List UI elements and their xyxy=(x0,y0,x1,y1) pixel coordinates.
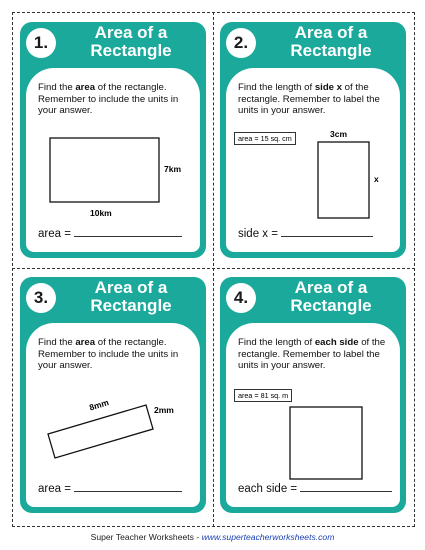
card-number: 4. xyxy=(226,283,256,313)
page-footer: Super Teacher Worksheets - www.superteacherworksheets.com xyxy=(90,532,335,542)
card-prompt: Find the area of the rectangle. Remember to include the units in your answer. xyxy=(38,82,179,116)
rectangle-figure xyxy=(26,68,200,252)
card-number: 2. xyxy=(226,28,256,58)
horizontal-cut-line xyxy=(12,268,415,269)
card-number: 3. xyxy=(26,283,56,313)
card-prompt: Find the length of each side of the rectangle. Remember to label the units in your answer. xyxy=(238,337,386,371)
card-body xyxy=(226,68,400,252)
answer-field[interactable]: each side = xyxy=(238,483,392,495)
answer-field[interactable]: area = xyxy=(38,228,192,240)
card-prompt: Find the area of the rectangle. Remember to include the units in your answer. xyxy=(38,337,179,371)
given-area-box: area = 81 sq. m xyxy=(234,389,292,402)
answer-field[interactable]: side x = xyxy=(238,228,392,240)
vertical-cut-line xyxy=(213,12,214,527)
dimension-label-long: 8mm xyxy=(88,397,110,413)
card-prompt: Find the length of side x of the rectangle. Remember to label the units in your answer. xyxy=(238,82,380,116)
card-title: Area of a Rectangle xyxy=(290,23,372,60)
card-title: Area of a Rectangle xyxy=(290,278,372,315)
card-title: Area of a Rectangle xyxy=(90,23,172,60)
dimension-label-top: 3cm xyxy=(330,129,348,139)
card-body xyxy=(26,323,200,507)
dimension-label-right: x xyxy=(374,174,379,184)
dimension-label-right: 7km xyxy=(164,164,182,174)
task-card-2 xyxy=(220,22,406,258)
dimension-label-short: 2mm xyxy=(154,405,174,415)
rectangle-figure xyxy=(26,323,200,507)
card-title: Area of a Rectangle xyxy=(90,278,172,315)
card-body xyxy=(226,323,400,507)
task-card-4 xyxy=(220,277,406,513)
task-card-1 xyxy=(20,22,206,258)
footer-link[interactable]: www.superteacherworksheets.com xyxy=(201,532,335,542)
given-area-box: area = 15 sq. cm xyxy=(234,132,296,145)
answer-field[interactable]: area = xyxy=(38,483,192,495)
rectangle-figure xyxy=(226,68,400,252)
square-figure xyxy=(226,323,400,507)
card-body xyxy=(26,68,200,252)
task-card-3 xyxy=(20,277,206,513)
card-number: 1. xyxy=(26,28,56,58)
dimension-label-bottom: 10km xyxy=(90,208,112,218)
